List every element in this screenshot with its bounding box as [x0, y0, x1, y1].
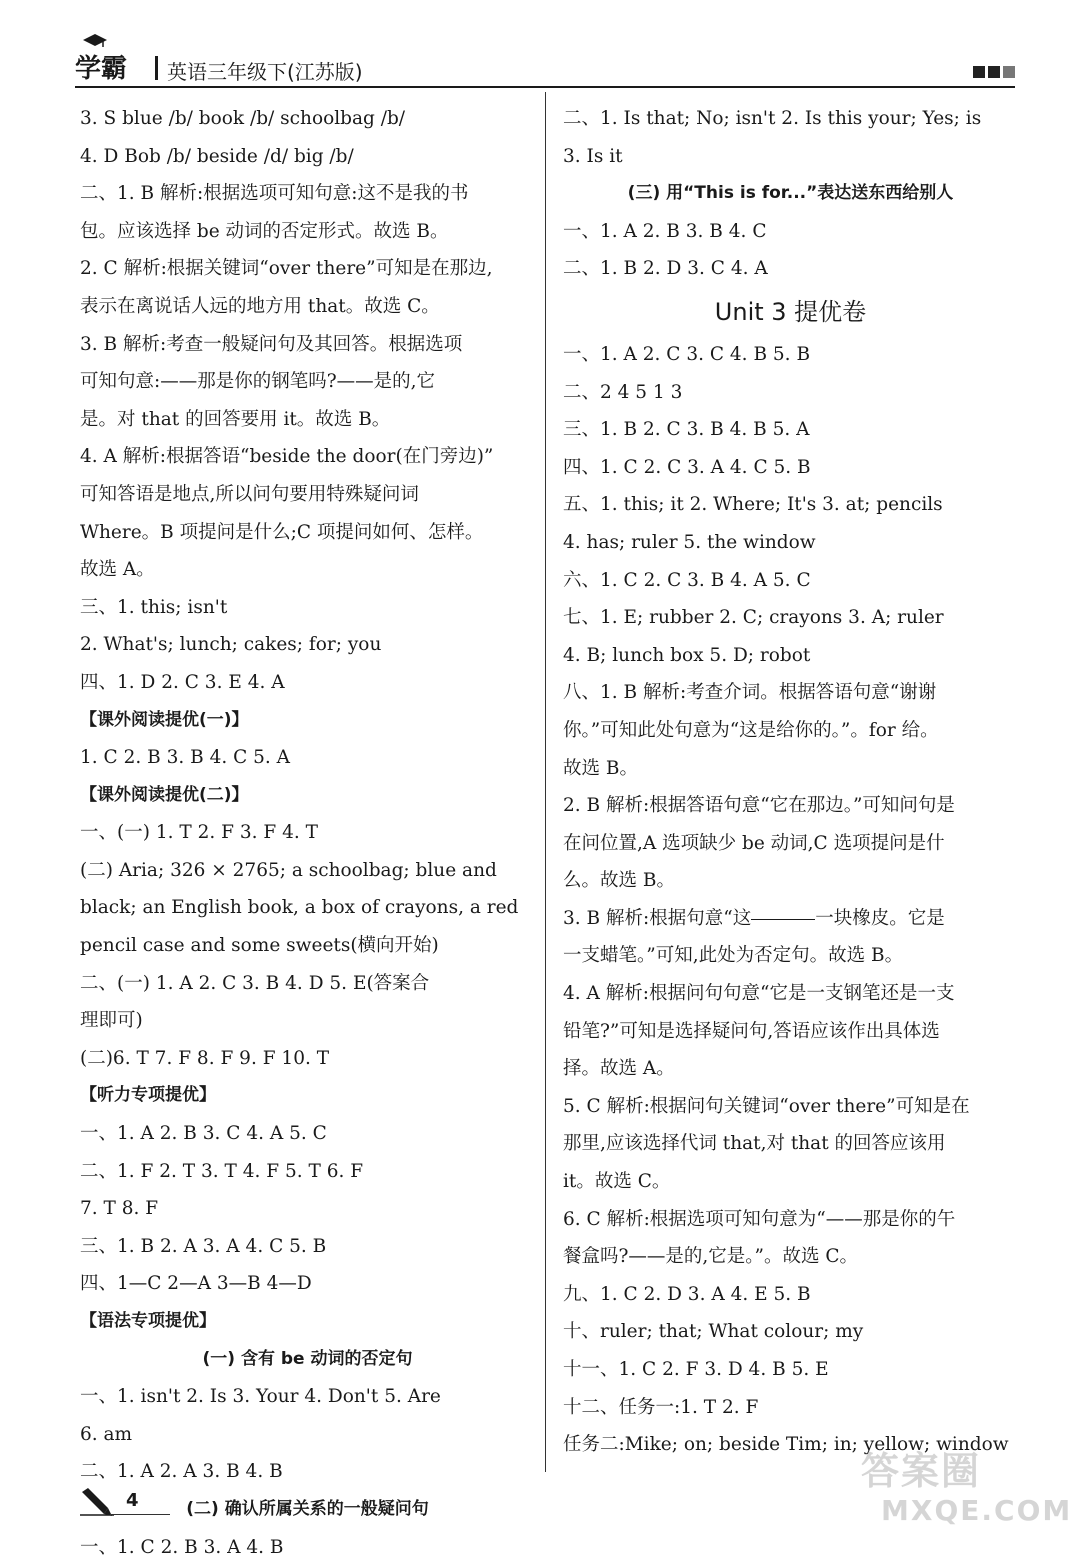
- answer-line: [563, 637, 1018, 675]
- section-heading: [80, 1077, 535, 1115]
- answer-text: 3. Is it: [563, 145, 623, 167]
- answer-text: 十、ruler; that; What colour; my: [563, 1321, 864, 1343]
- answer-line: [80, 1378, 535, 1416]
- answer-text: 一、1. A 2. B 3. B 4. C: [563, 220, 767, 242]
- answer-line: [563, 750, 1018, 788]
- answer-line: [80, 551, 535, 589]
- answer-text: 包。应该选择 be 动词的否定形式。故选 B。: [80, 220, 449, 242]
- answer-text: 2. C 解析:根据关键词“over there”可知是在那边,: [80, 258, 493, 280]
- answer-line: [563, 374, 1018, 412]
- answer-text: 理即可): [80, 1010, 143, 1032]
- answer-line: [80, 326, 535, 364]
- answer-text: 二、1. A 2. A 3. B 4. B: [80, 1461, 283, 1483]
- answer-line: [80, 626, 535, 664]
- right-column-top: [563, 100, 1018, 288]
- answer-text: 是。对 that 的回答要用 it。故选 B。: [80, 408, 391, 430]
- answer-line: [80, 814, 535, 852]
- answer-text: 一块橡皮。它是: [815, 907, 945, 929]
- answer-line: [563, 138, 1018, 176]
- unit-title: Unit 3 提优卷: [714, 297, 867, 326]
- answer-line: [80, 1040, 535, 1078]
- answer-text: 6. C 解析:根据选项可知句意为“——那是你的午: [563, 1208, 956, 1230]
- answer-line: [563, 862, 1018, 900]
- answer-line: [80, 1416, 535, 1454]
- answer-text: (二)6. T 7. F 8. F 9. F 10. T: [80, 1047, 330, 1069]
- answer-text: 你。”可知此处句意为“这是给你的。”。for 给。: [563, 719, 939, 741]
- answer-text: 7. T 8. F: [80, 1198, 159, 1220]
- answer-line: [80, 852, 535, 890]
- answer-line: [80, 927, 535, 965]
- answer-text: black; an English book, a box of crayons, a red: [80, 897, 519, 919]
- header-rule: [75, 86, 1015, 88]
- answer-text: 5. C 解析:根据问句关键词“over there”可知是在: [563, 1095, 970, 1117]
- answer-text: (三) 用“This is for...”表达送东西给别人: [627, 183, 954, 204]
- answer-line: [563, 1389, 1018, 1427]
- fill-blank: [751, 918, 815, 920]
- section-heading: [80, 777, 535, 815]
- answer-line: [80, 889, 535, 927]
- answer-line: [563, 336, 1018, 374]
- answer-line: [80, 288, 535, 326]
- answer-line: [80, 965, 535, 1003]
- header-separator: [155, 56, 158, 80]
- answer-text: 那里,应该选择代词 that,对 that 的回答应该用: [563, 1133, 946, 1155]
- answer-text: 十一、1. C 2. F 3. D 4. B 5. E: [563, 1359, 829, 1380]
- answer-text: 四、1. C 2. C 3. A 4. C 5. B: [563, 456, 811, 478]
- answer-line: [80, 739, 535, 777]
- answer-text: 二、1. B 解析:根据选项可知句意:这不是我的书: [80, 183, 469, 205]
- answer-text: 八、1. B 解析:考查介词。根据答语句意“谢谢: [563, 682, 937, 704]
- logo-text: 学霸: [75, 54, 128, 84]
- right-column-bottom: [563, 336, 1018, 1464]
- answer-text: 4. A 解析:根据答语“beside the door(在门旁边)”: [80, 446, 494, 468]
- answer-text: 2. B 解析:根据答语句意“它在那边。”可知问句是: [563, 795, 955, 817]
- subsection-heading: [80, 1341, 535, 1379]
- answer-text: 表示在离说话人远的地方用 that。故选 C。: [80, 295, 440, 317]
- answer-text: 【课外阅读提优(一)】: [80, 709, 249, 730]
- answer-text: 七、1. E; rubber 2. C; crayons 3. A; ruler: [563, 607, 944, 629]
- answer-line: [563, 250, 1018, 288]
- answer-line: [80, 476, 535, 514]
- page-footer: [80, 1488, 170, 1518]
- answer-line: [80, 363, 535, 401]
- answer-text: 三、1. B 2. C 3. B 4. B 5. A: [563, 419, 810, 441]
- answer-text: 4. has; ruler 5. the window: [563, 531, 816, 553]
- answer-text: 五、1. this; it 2. Where; It's 3. at; pencils: [563, 494, 943, 516]
- answer-line: [563, 787, 1018, 825]
- answer-text: 二、(一) 1. A 2. C 3. B 4. D 5. E(答案合: [80, 972, 430, 994]
- answer-text: 【课外阅读提优(二)】: [80, 784, 249, 805]
- answer-line: [80, 1002, 535, 1040]
- answer-text: 可知句意:——那是你的钢笔吗?——是的,它: [80, 371, 436, 393]
- watermark-text: 答案圈: [861, 1449, 982, 1493]
- answer-text: 6. am: [80, 1423, 133, 1445]
- book-logo: [75, 48, 127, 85]
- answer-line: [563, 712, 1018, 750]
- answer-text: 4. D Bob /b/ beside /d/ big /b/: [80, 145, 354, 167]
- answer-line: [563, 1201, 1018, 1239]
- answer-text: 2. What's; lunch; cakes; for; you: [80, 634, 382, 656]
- answer-line: [80, 1453, 535, 1491]
- answer-text: (二) 确认所属关系的一般疑问句: [186, 1498, 429, 1519]
- answer-line: [80, 514, 535, 552]
- answer-text: 3. B 解析:考查一般疑问句及其回答。根据选项: [80, 333, 463, 355]
- answer-line: [563, 1013, 1018, 1051]
- answer-text: it。故选 C。: [563, 1171, 671, 1193]
- answer-line: [563, 937, 1018, 975]
- answer-text: 么。故选 B。: [563, 870, 675, 892]
- answer-line: [563, 1125, 1018, 1163]
- answer-text: 二、2 4 5 1 3: [563, 381, 683, 403]
- answer-line: [80, 1190, 535, 1228]
- answer-line: [563, 1276, 1018, 1314]
- answer-text: 一、1. A 2. B 3. C 4. A 5. C: [80, 1123, 327, 1145]
- answer-text: 六、1. C 2. C 3. B 4. A 5. C: [563, 569, 811, 591]
- answer-text: 一、(一) 1. T 2. F 3. F 4. T: [80, 822, 318, 844]
- left-column: [80, 100, 535, 1566]
- pencil-icon: [80, 1488, 114, 1516]
- answer-text: Where。B 项提问是什么;C 项提问如何、怎样。: [80, 521, 484, 543]
- answer-text: 二、1. B 2. D 3. C 4. A: [563, 258, 768, 280]
- book-title: 英语三年级下(江苏版): [167, 60, 363, 84]
- answer-line: [80, 250, 535, 288]
- page-header: [75, 48, 1015, 88]
- answer-line: [563, 599, 1018, 637]
- answer-text: 三、1. this; isn't: [80, 596, 228, 618]
- answer-line: [563, 1351, 1018, 1389]
- answer-line: [80, 213, 535, 251]
- answer-line: [563, 674, 1018, 712]
- answer-text: 4. B; lunch box 5. D; robot: [563, 644, 811, 666]
- answer-line: [563, 900, 1018, 938]
- answer-text: 故选 A。: [80, 559, 155, 581]
- answer-text: 择。故选 A。: [563, 1058, 675, 1080]
- answer-text: 1. C 2. B 3. B 4. C 5. A: [80, 747, 291, 769]
- answer-text: 二、1. Is that; No; isn't 2. Is this your; Yes; is: [563, 108, 982, 129]
- answer-text: 4. A 解析:根据问句句意“它是一支钢笔还是一支: [563, 983, 955, 1005]
- page-number: 4: [126, 1490, 139, 1511]
- answer-line: [80, 1228, 535, 1266]
- answer-line: [80, 175, 535, 213]
- answer-text: 一、1. A 2. C 3. C 4. B 5. B: [563, 343, 811, 365]
- answer-text: 3. S blue /b/ book /b/ schoolbag /b/: [80, 108, 406, 129]
- answer-text: 铅笔?”可知是选择疑问句,答语应该作出具体选: [563, 1020, 940, 1042]
- answer-line: [563, 1238, 1018, 1276]
- right-column: [563, 100, 1018, 1464]
- footer-rule: [110, 1514, 170, 1515]
- watermark-logo: [851, 1440, 1072, 1532]
- answer-text: 四、1. D 2. C 3. E 4. A: [80, 671, 285, 693]
- answer-line: [80, 664, 535, 702]
- answer-line: [563, 524, 1018, 562]
- answer-line: [563, 825, 1018, 863]
- answer-line: [80, 1115, 535, 1153]
- answer-text: 任务二:Mike; on; beside Tim; in; yellow; window: [563, 1434, 1009, 1456]
- answer-line: [80, 589, 535, 627]
- answer-text: 四、1—C 2—A 3—B 4—D: [80, 1273, 312, 1295]
- answer-line: [80, 1153, 535, 1191]
- header-marks: [973, 66, 1015, 78]
- answer-line: [80, 138, 535, 176]
- subsection-heading: [563, 175, 1018, 213]
- answer-line: [563, 486, 1018, 524]
- answer-text: 【语法专项提优】: [80, 1311, 216, 1331]
- answer-line: [80, 1265, 535, 1303]
- answer-line: [80, 1529, 535, 1566]
- answer-text: (二) Aria; 326 × 2765; a schoolbag; blue and: [80, 859, 497, 881]
- answer-line: [563, 1088, 1018, 1126]
- answer-text: 十二、任务一:1. T 2. F: [563, 1396, 759, 1418]
- column-divider: [545, 92, 546, 1472]
- answer-text: 3. B 解析:根据句意“这: [563, 907, 752, 929]
- answer-line: [563, 562, 1018, 600]
- answer-line: [563, 449, 1018, 487]
- answer-line: [563, 975, 1018, 1013]
- answer-line: [563, 411, 1018, 449]
- answer-line: [563, 1050, 1018, 1088]
- answer-line: [80, 438, 535, 476]
- answer-text: 三、1. B 2. A 3. A 4. C 5. B: [80, 1235, 327, 1257]
- section-heading: [80, 702, 535, 740]
- answer-text: 一、1. isn't 2. Is 3. Your 4. Don't 5. Are: [80, 1386, 441, 1408]
- answer-line: [563, 100, 1018, 138]
- answer-text: 餐盒吗?——是的,它是。”。故选 C。: [563, 1246, 859, 1268]
- answer-line: [80, 100, 535, 138]
- answer-text: 九、1. C 2. D 3. A 4. E 5. B: [563, 1283, 811, 1305]
- watermark-url: MXQE.COM: [881, 1494, 1072, 1527]
- answer-text: pencil case and some sweets(横向开始): [80, 935, 439, 957]
- answer-text: (一) 含有 be 动词的否定句: [202, 1348, 413, 1369]
- graduation-cap-icon: [83, 34, 107, 48]
- answer-text: 故选 B。: [563, 757, 638, 779]
- answer-text: 可知答语是地点,所以问句要用特殊疑问词: [80, 483, 419, 505]
- answer-text: 【听力专项提优】: [80, 1085, 216, 1106]
- answer-line: [80, 401, 535, 439]
- answer-text: 二、1. F 2. T 3. T 4. F 5. T 6. F: [80, 1160, 364, 1182]
- section-heading: [80, 1303, 535, 1341]
- answer-line: [563, 213, 1018, 251]
- answer-text: 一支蜡笔。”可知,此处为否定句。故选 B。: [563, 945, 904, 967]
- answer-line: [563, 1313, 1018, 1351]
- answer-line: [563, 1163, 1018, 1201]
- answer-text: 一、1. C 2. B 3. A 4. B: [80, 1536, 284, 1558]
- answer-text: 在问位置,A 选项缺少 be 动词,C 选项提问是什: [563, 832, 945, 854]
